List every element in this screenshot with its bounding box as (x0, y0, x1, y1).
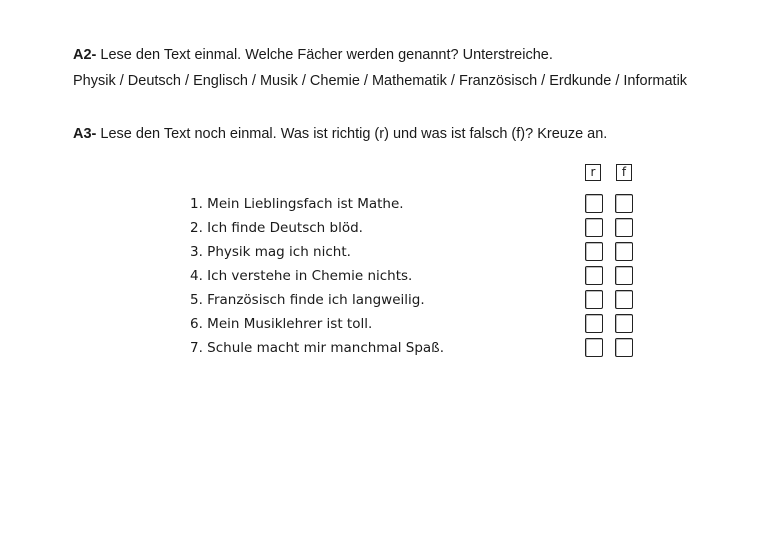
statement-row (190, 338, 640, 360)
a3-instruction: Lese den Text noch einmal. Was ist richtig (r) und was ist falsch (f)? Kreuze an. (96, 126, 608, 142)
statement-row (190, 218, 640, 240)
checkbox-richtig[interactable] (585, 266, 603, 285)
checkbox-falsch[interactable] (615, 266, 633, 285)
statement-row (190, 290, 640, 312)
statement-text: 6. Mein Musiklehrer ist toll. (190, 316, 373, 332)
statement-text: 7. Schule macht mir manchmal Spaß. (190, 340, 444, 356)
statement-text: 4. Ich verstehe in Chemie nichts. (190, 268, 413, 284)
checkbox-falsch[interactable] (615, 338, 633, 357)
a2-instruction: Lese den Text einmal. Welche Fächer werden genannt? Unterstreiche. (96, 47, 553, 63)
column-header-f: f (616, 164, 632, 181)
statement-text: 3. Physik mag ich nicht. (190, 244, 351, 260)
checkbox-falsch[interactable] (615, 194, 633, 213)
a2-subjects-list[interactable]: Physik / Deutsch / Englisch / Musik / Chemie / Mathematik / Französisch / Erdkunde / Informatik (73, 73, 688, 89)
checkbox-richtig[interactable] (585, 218, 603, 237)
checkbox-falsch[interactable] (615, 314, 633, 333)
checkbox-falsch[interactable] (615, 218, 633, 237)
statement-row (190, 242, 640, 264)
checkbox-falsch[interactable] (615, 242, 633, 261)
statement-text: 2. Ich finde Deutsch blöd. (190, 220, 363, 236)
checkbox-richtig[interactable] (585, 338, 603, 357)
checkbox-richtig[interactable] (585, 194, 603, 213)
statement-row (190, 266, 640, 288)
checkbox-falsch[interactable] (615, 290, 633, 309)
checkbox-richtig[interactable] (585, 314, 603, 333)
column-header-r: r (585, 164, 601, 181)
statement-text: 5. Französisch finde ich langweilig. (190, 292, 425, 308)
a3-heading (73, 126, 607, 142)
a2-label: A2- (73, 47, 97, 63)
a2-heading (73, 47, 553, 63)
checkbox-richtig[interactable] (585, 242, 603, 261)
statement-text: 1. Mein Lieblingsfach ist Mathe. (190, 196, 404, 212)
statement-row (190, 314, 640, 336)
checkbox-richtig[interactable] (585, 290, 603, 309)
a3-label: A3- (73, 126, 97, 142)
statement-row (190, 194, 640, 216)
